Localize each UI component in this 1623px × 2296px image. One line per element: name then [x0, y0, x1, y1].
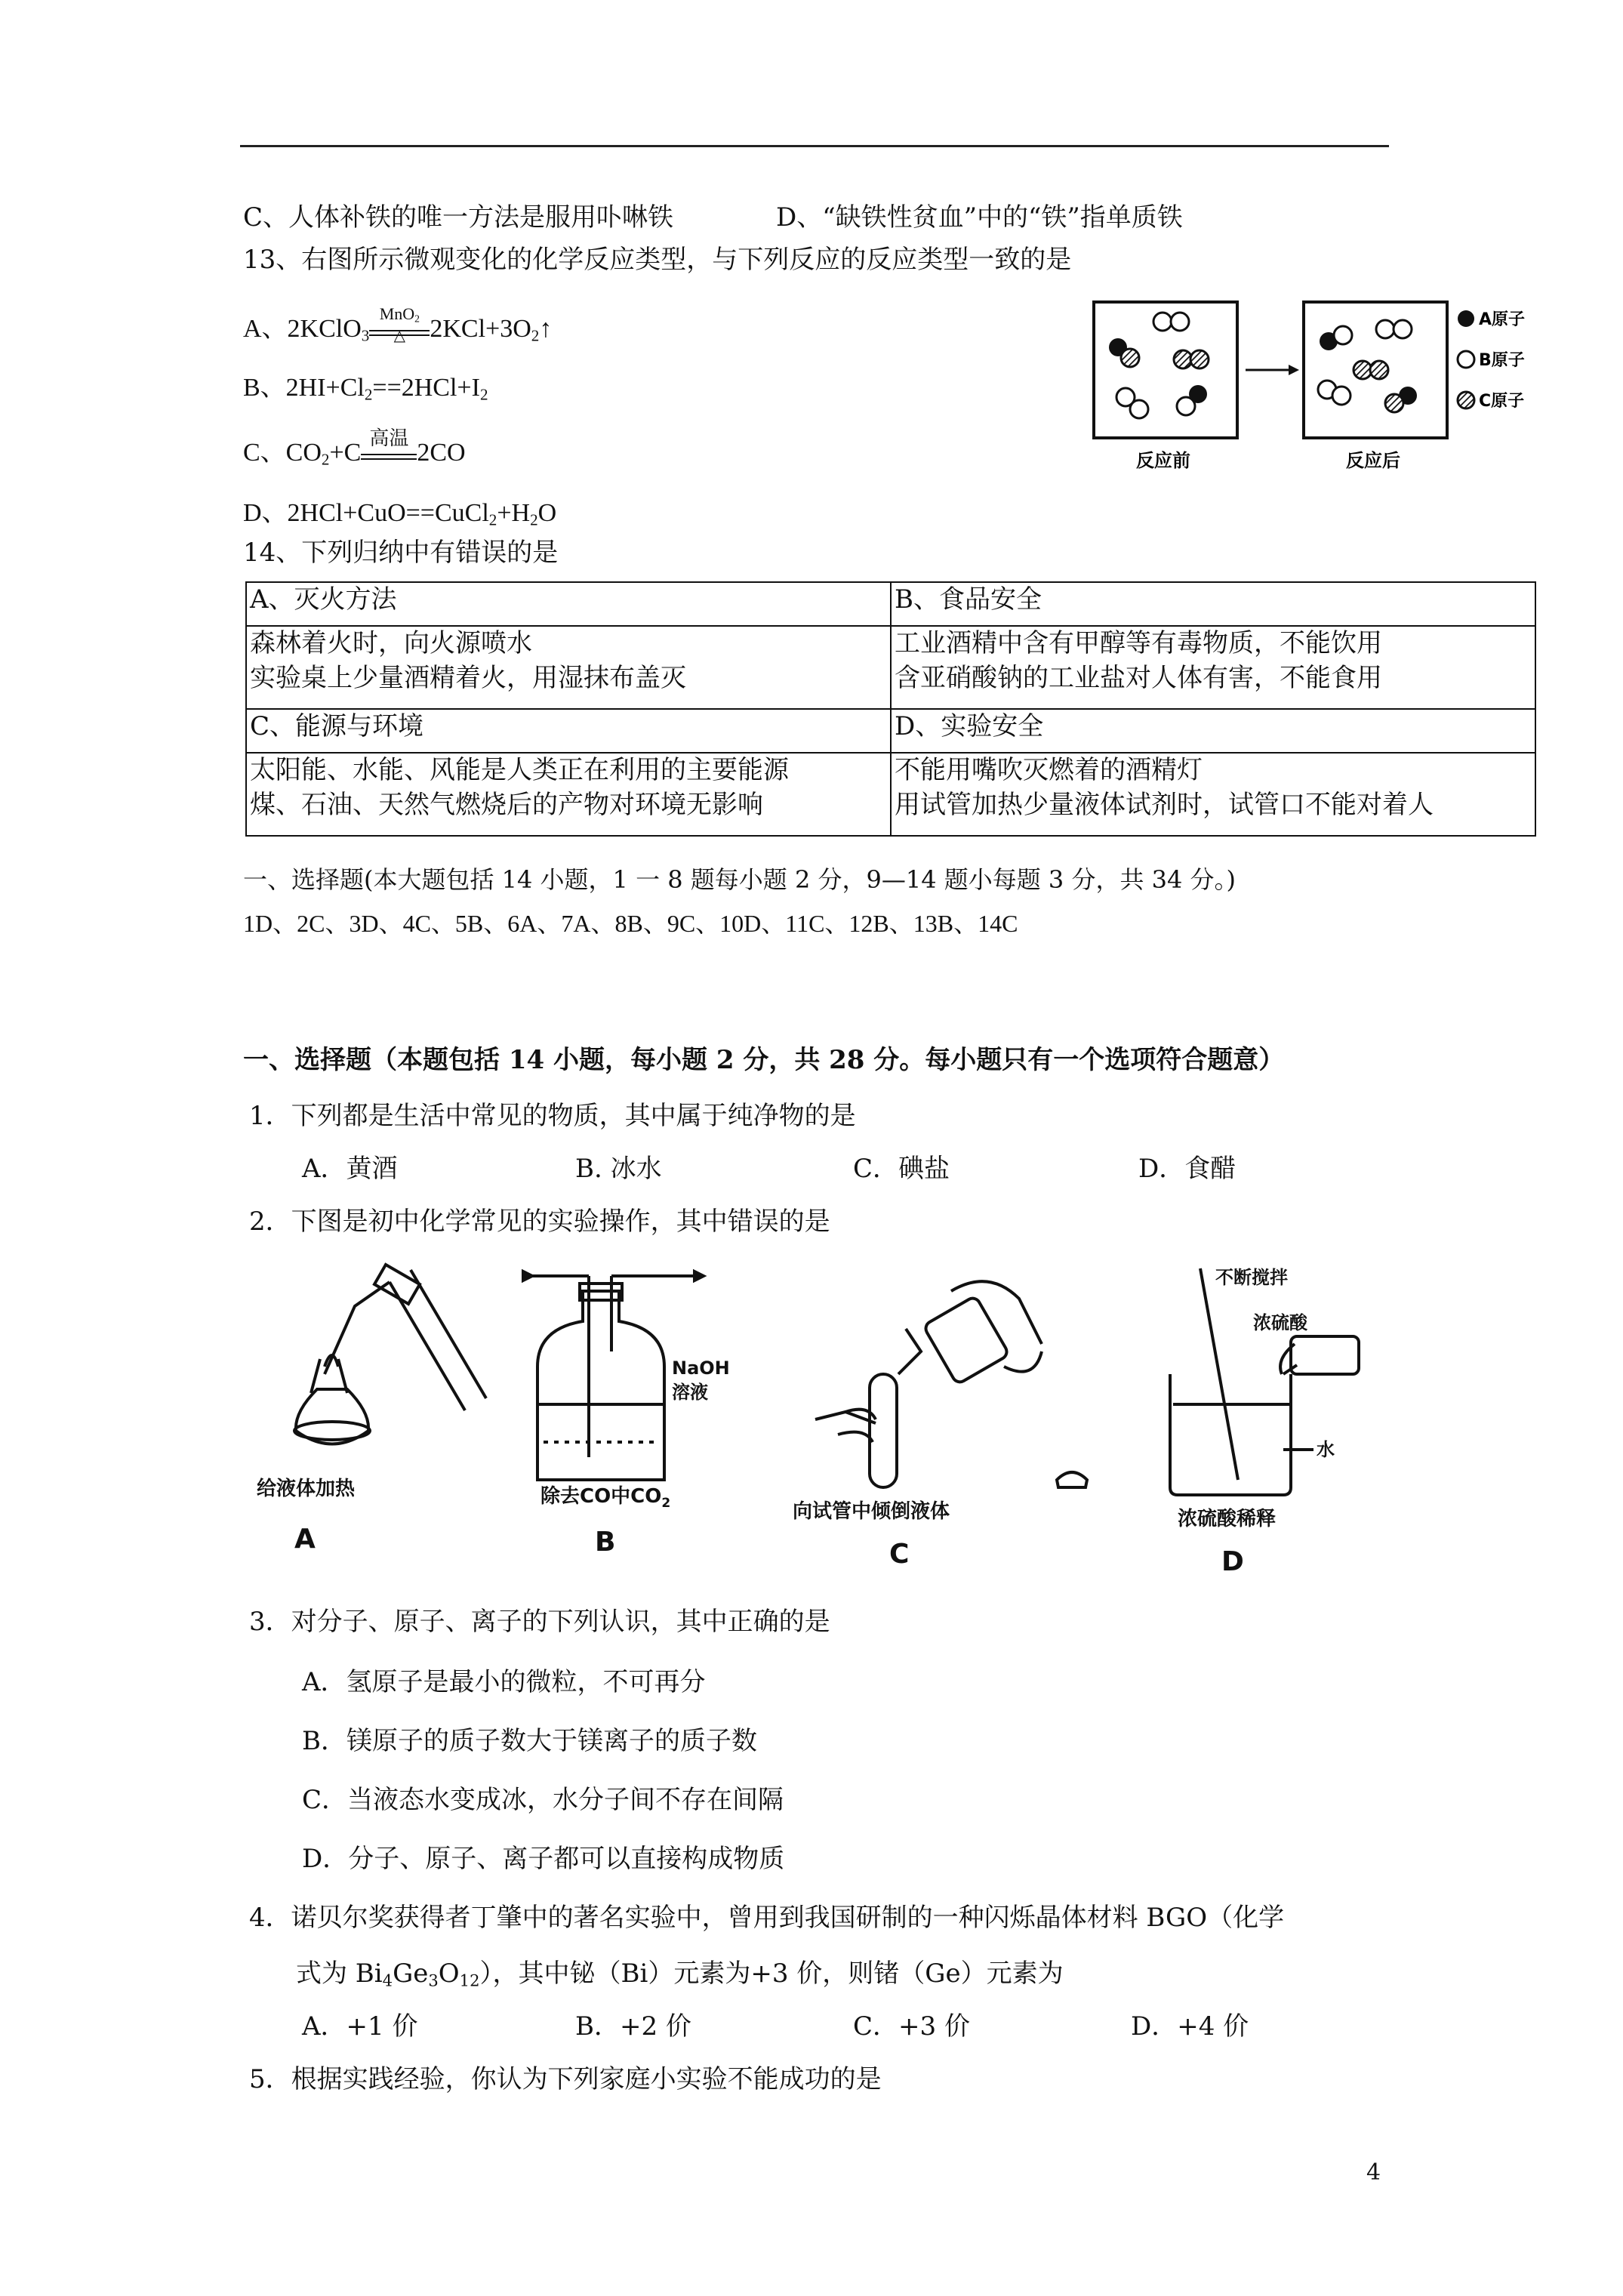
svg-text:C: C — [889, 1539, 910, 1570]
svg-text:给液体加热: 给液体加热 — [257, 1478, 356, 1500]
legend-c: C原子 — [1479, 392, 1525, 411]
reaction-condition: MnO$_2$ △ — [369, 318, 430, 344]
reaction-condition-high-temp: 高温 — [361, 442, 417, 467]
answers-list: 1D、2C、3D、4C、5B、6A、7A、8B、9C、10D、11C、12B、13B、14C — [243, 910, 1018, 937]
q14-table — [245, 581, 1536, 837]
q4-option-d: D．+4 价 — [1131, 2011, 1249, 2042]
q1-option-d: D．食醋 — [1138, 1154, 1236, 1184]
header-rule — [240, 145, 1389, 147]
q12-option-c: C、人体补铁的唯一方法是服用卟啉铁 — [243, 202, 674, 233]
gas-arrow-icon: ↑ — [539, 315, 553, 343]
q14-cell-b-head: B、食品安全 — [891, 582, 1535, 626]
figure-c-pouring — [815, 1281, 1087, 1487]
q12-option-d: D、“缺铁性贫血”中的“铁”指单质铁 — [776, 202, 1183, 233]
q14-cell-a-head: A、灭火方法 — [246, 582, 891, 626]
q1-option-a: A．黄酒 — [302, 1154, 398, 1184]
legend-b: B原子 — [1479, 351, 1525, 370]
q4-option-c: C．+3 价 — [853, 2011, 970, 2042]
svg-text:溶液: 溶液 — [672, 1382, 708, 1403]
q1-option-c: C．碘盐 — [853, 1154, 950, 1184]
page-number: 4 — [1366, 2159, 1381, 2186]
svg-text:D: D — [1221, 1546, 1244, 1577]
q14-cell-d-head: D、实验安全 — [891, 709, 1535, 753]
q13-option-b: B、$2HI+Cl_2==2HCl+I_2$ — [243, 374, 488, 404]
svg-text:浓硫酸: 浓硫酸 — [1253, 1312, 1307, 1333]
q4-stem-line1: 4．诺贝尔奖获得者丁肇中的著名实验中，曾用到我国研制的一种闪烁晶体材料 BGO（化学 — [249, 1903, 1285, 1933]
q14-cell-c-head: C、能源与环境 — [246, 709, 891, 753]
q3-option-c: C．当液态水变成冰，水分子间不存在间隔 — [302, 1785, 784, 1815]
svg-text:除去CO中CO2: 除去CO中$CO_2$ — [540, 1485, 671, 1511]
before-label: 反应前 — [1136, 450, 1190, 471]
q14-cell-d-body: 不能用嘴吹灭燃着的酒精灯 用试管加热少量液体试剂时，试管口不能对着人 — [891, 753, 1535, 836]
legend-a: A原子 — [1479, 310, 1526, 329]
figure-d-dilution — [1170, 1268, 1359, 1495]
q4-option-a: A．+1 价 — [302, 2011, 418, 2042]
q13-option-a: A、2KClO$_3$ MnO$_2$ △ $2KCl+3O_2↑$ — [243, 304, 553, 345]
q2-figures — [242, 1261, 1570, 1586]
q13-option-c: C、$CO_2+C$ 高温 2CO — [243, 427, 466, 469]
q13-option-d: D、$2HCl+CuO==CuCl_2+H_2O$ — [243, 499, 557, 529]
answers-title: 一、选择题(本大题包括 14 小题，1 一 8 题每小题 2 分，9—14 题小每题 3 分，共 34 分。) — [243, 865, 1236, 894]
q5-stem: 5．根据实践经验，你认为下列家庭小实验不能成功的是 — [249, 2064, 882, 2094]
q1-stem: 1．下列都是生活中常见的物质，其中属于纯净物的是 — [249, 1101, 856, 1131]
q4-option-b: B．+2 价 — [575, 2011, 691, 2042]
svg-text:浓硫酸稀释: 浓硫酸稀释 — [1178, 1508, 1277, 1530]
q14-cell-c-body: 太阳能、水能、风能是人类正在利用的主要能源 煤、石油、天然气燃烧后的产物对环境无影响 — [246, 753, 891, 836]
svg-text:向试管中倾倒液体: 向试管中倾倒液体 — [793, 1500, 950, 1523]
svg-text:不断搅拌: 不断搅拌 — [1215, 1267, 1288, 1288]
q2-stem: 2．下图是初中化学常见的实验操作，其中错误的是 — [249, 1207, 830, 1237]
section2-title: 一、选择题（本题包括 14 小题，每小题 2 分，共 28 分。每小题只有一个选项符合题意） — [243, 1045, 1285, 1075]
q3-option-b: B．镁原子的质子数大于镁离子的质子数 — [302, 1726, 757, 1756]
q3-stem: 3．对分子、原子、离子的下列认识，其中正确的是 — [249, 1607, 830, 1637]
q14-cell-a-body: 森林着火时，向火源喷水 实验桌上少量酒精着火，用湿抹布盖灭 — [246, 626, 891, 709]
figure-a-heating — [294, 1265, 486, 1444]
svg-text:B: B — [595, 1527, 616, 1558]
svg-text:水: 水 — [1317, 1439, 1335, 1460]
q13-stem: 13、右图所示微观变化的化学反应类型，与下列反应的反应类型一致的是 — [243, 245, 1072, 275]
after-label: 反应后 — [1346, 450, 1400, 471]
svg-text:NaOH: NaOH — [672, 1358, 730, 1379]
q3-option-d: D．分子、原子、离子都可以直接构成物质 — [302, 1844, 785, 1874]
q4-stem-line2: 式为 $Bi_4Ge_3O_{12}$），其中铋（Bi）元素为+3 价，则锗（Ge）元素为 — [296, 1959, 1064, 1990]
q1-option-b: B. 冰水 — [575, 1154, 662, 1184]
reaction-diagram — [1091, 300, 1559, 478]
q14-stem: 14、下列归纳中有错误的是 — [243, 538, 559, 568]
q14-cell-b-body: 工业酒精中含有甲醇等有毒物质，不能饮用 含亚硝酸钠的工业盐对人体有害，不能食用 — [891, 626, 1535, 709]
q3-option-a: A．氢原子是最小的微粒，不可再分 — [302, 1667, 706, 1697]
svg-text:A: A — [294, 1524, 316, 1555]
